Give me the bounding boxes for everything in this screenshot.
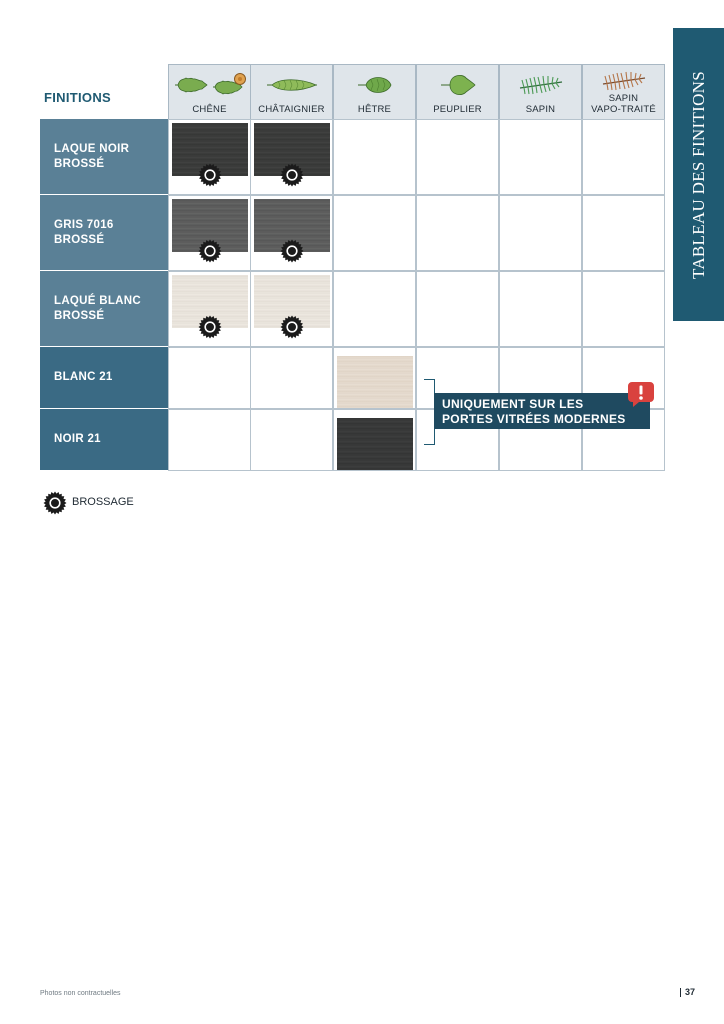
finish-cell xyxy=(168,119,251,195)
row-label-line1: GRIS 7016 xyxy=(54,219,114,231)
finish-cell xyxy=(416,195,499,271)
callout-line1: UNIQUEMENT SUR LES xyxy=(442,397,584,411)
finish-cell xyxy=(582,195,665,271)
column-header-chene xyxy=(168,64,251,120)
brush-gear-icon xyxy=(280,163,304,187)
finish-cell xyxy=(250,195,333,271)
column-label-line1: SAPIN xyxy=(608,93,639,104)
row-label-laque-blanc-brosse xyxy=(40,271,168,347)
side-tab-title: TABLEAU DES FINITIONS xyxy=(688,70,708,279)
column-header-hetre xyxy=(333,64,416,120)
treated-fir-branch-icon xyxy=(601,70,647,92)
row-label-line2: BROSSÉ xyxy=(54,157,105,170)
table-title: FINITIONS xyxy=(44,90,111,105)
row-label-line1: LAQUE NOIR xyxy=(54,143,130,155)
finish-cell xyxy=(168,195,251,271)
oak-leaf-icon xyxy=(174,75,208,95)
row-label-line2: BROSSÉ xyxy=(54,233,105,246)
row-label-gris-7016-brosse xyxy=(40,195,168,271)
chestnut-leaf-icon xyxy=(266,77,318,93)
row-label-line1: BLANC 21 xyxy=(54,371,113,384)
row-label-noir-21 xyxy=(40,409,168,471)
finish-cell xyxy=(250,409,333,471)
finish-cell xyxy=(333,195,416,271)
page-number: 37 xyxy=(685,987,696,997)
column-label-chene: CHÊNE xyxy=(192,104,227,115)
column-header-peuplier xyxy=(416,64,499,120)
row-label-blanc-21 xyxy=(40,347,168,409)
row-label-line2: BROSSÉ xyxy=(54,309,105,322)
brush-gear-icon xyxy=(198,239,222,263)
column-label-chataignier: CHÂTAIGNIER xyxy=(258,104,325,115)
finish-cell xyxy=(333,119,416,195)
row-label-line1: LAQUÉ BLANC xyxy=(54,295,141,307)
finish-cell xyxy=(499,271,582,347)
callout-line2: PORTES VITRÉES MODERNES xyxy=(442,412,626,426)
oak-leaf-acorn-icon xyxy=(212,73,246,97)
finish-cell xyxy=(499,195,582,271)
finish-cell xyxy=(168,271,251,347)
brush-gear-icon xyxy=(198,163,222,187)
finish-cell xyxy=(333,271,416,347)
column-label-sapin-vapo-traite xyxy=(583,93,664,115)
column-label-hetre: HÊTRE xyxy=(357,104,392,115)
finish-swatch xyxy=(337,356,413,408)
column-label-sapin: SAPIN xyxy=(525,104,556,115)
finish-cell xyxy=(250,119,333,195)
finish-cell xyxy=(416,119,499,195)
column-label-peuplier: PEUPLIER xyxy=(433,104,482,115)
finish-cell xyxy=(250,347,333,409)
finish-cell xyxy=(168,347,251,409)
footer-note: Photos non contractuelles xyxy=(40,990,121,997)
callout-box xyxy=(434,393,650,429)
row-label-line1: NOIR 21 xyxy=(54,433,101,446)
column-header-chataignier xyxy=(250,64,333,120)
brush-gear-icon xyxy=(280,239,304,263)
column-header-sapin xyxy=(499,64,582,120)
poplar-leaf-icon xyxy=(440,73,476,97)
row-label-laque-noir-brosse xyxy=(40,119,168,195)
finish-cell xyxy=(168,409,251,471)
finish-cell xyxy=(582,119,665,195)
legend-label: BROSSAGE xyxy=(72,496,134,508)
column-label-line2: VAPO-TRAITÉ xyxy=(591,104,656,115)
beech-leaf-icon xyxy=(357,74,393,96)
brush-gear-icon xyxy=(43,491,67,515)
alert-icon xyxy=(627,380,655,408)
brush-gear-icon xyxy=(280,315,304,339)
brush-gear-icon xyxy=(198,315,222,339)
page-number-divider xyxy=(680,988,681,997)
finish-cell xyxy=(250,271,333,347)
column-header-sapin-vapo-traite xyxy=(582,64,665,120)
finish-cell xyxy=(416,271,499,347)
finish-cell xyxy=(333,347,416,409)
finish-cell xyxy=(499,119,582,195)
side-tab[interactable] xyxy=(673,28,724,321)
finish-cell xyxy=(333,409,416,471)
fir-branch-icon xyxy=(518,74,564,96)
finish-swatch xyxy=(337,418,413,470)
finish-cell xyxy=(582,271,665,347)
